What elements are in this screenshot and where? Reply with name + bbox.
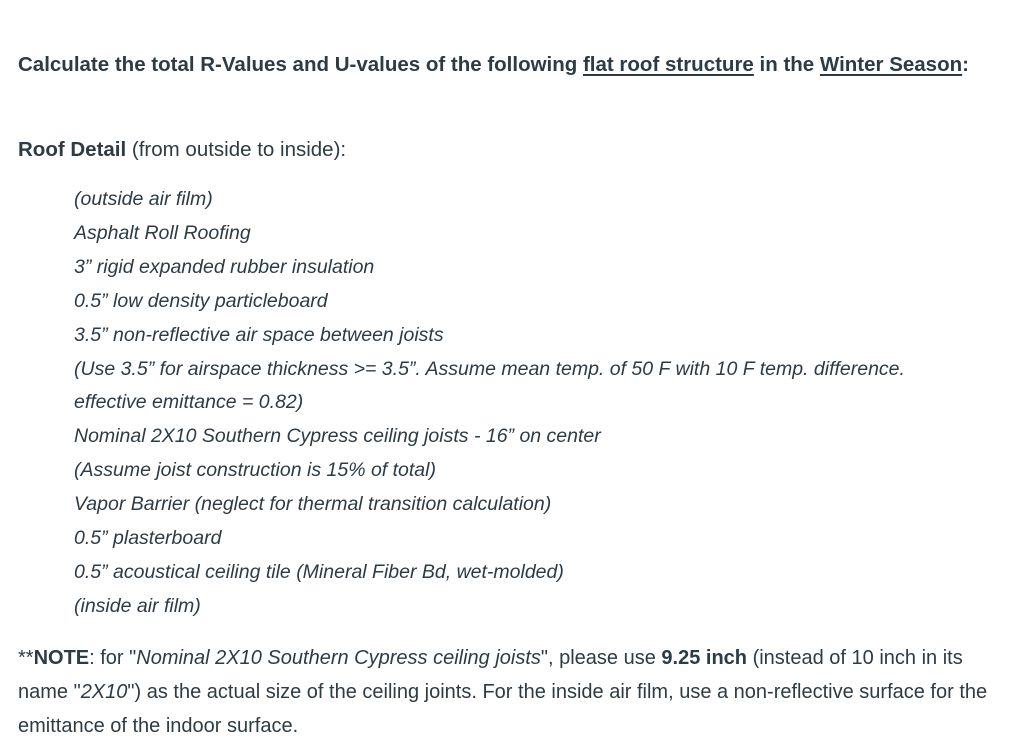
note-text-2: ", please use: [540, 647, 662, 669]
question-suffix: :: [962, 53, 969, 76]
layer-item: (inside air film): [74, 594, 201, 617]
layer-item: Asphalt Roll Roofing: [74, 221, 251, 244]
roof-layers-list: [74, 183, 1004, 624]
note-italic-joists: Nominal 2X10 Southern Cypress ceiling joists: [136, 647, 541, 669]
note-label: NOTE: [33, 647, 90, 669]
roof-detail-heading: [18, 133, 346, 167]
layer-item: (outside air film): [74, 188, 213, 210]
question-middle: in the: [753, 53, 820, 76]
layer-item: 3.5” non-reflective air space between joists: [74, 323, 444, 346]
layer-item: 0.5” plasterboard: [74, 527, 222, 550]
layer-item: 0.5” acoustical ceiling tile (Mineral Fiber Bd, wet-molded): [74, 560, 564, 583]
layer-item: 3” rigid expanded rubber insulation: [74, 255, 375, 278]
winter-season-link: Winter Season: [819, 53, 963, 76]
layer-item: Nominal 2X10 Southern Cypress ceiling joists - 16” on center: [74, 425, 601, 448]
layer-item: Vapor Barrier (neglect for thermal transition calculation): [74, 493, 552, 516]
note-paragraph: [18, 641, 1008, 743]
note-prefix: **: [18, 647, 34, 669]
layer-item: (Assume joist construction is 15% of total): [74, 459, 436, 482]
note-text-4: ") as the actual size of the ceiling joints. For the inside air film, use a non-reflective surface for the emittance of the indoor surface.: [18, 681, 988, 737]
flat-roof-structure-link: flat roof structure: [582, 53, 754, 76]
note-bold-size: 9.25 inch: [661, 647, 748, 669]
roof-detail-label: Roof Detail: [18, 138, 127, 161]
note-italic-2x10: 2X10: [80, 681, 128, 703]
layer-item: 0.5” low density particleboard: [74, 289, 328, 312]
note-text-3: (instead of 10 inch in its name ": [18, 647, 963, 703]
question-prefix: Calculate the total R-Values and U-values of the following: [18, 53, 583, 76]
roof-detail-rest: (from outside to inside):: [126, 138, 347, 161]
note-text-1: : for ": [89, 647, 137, 669]
layer-item: (Use 3.5” for airspace thickness >= 3.5”. Assume mean temp. of 50 F with 10 F temp. difference.: [74, 357, 905, 380]
layer-item: effective emittance = 0.82): [74, 391, 304, 414]
question-title: [18, 48, 978, 82]
